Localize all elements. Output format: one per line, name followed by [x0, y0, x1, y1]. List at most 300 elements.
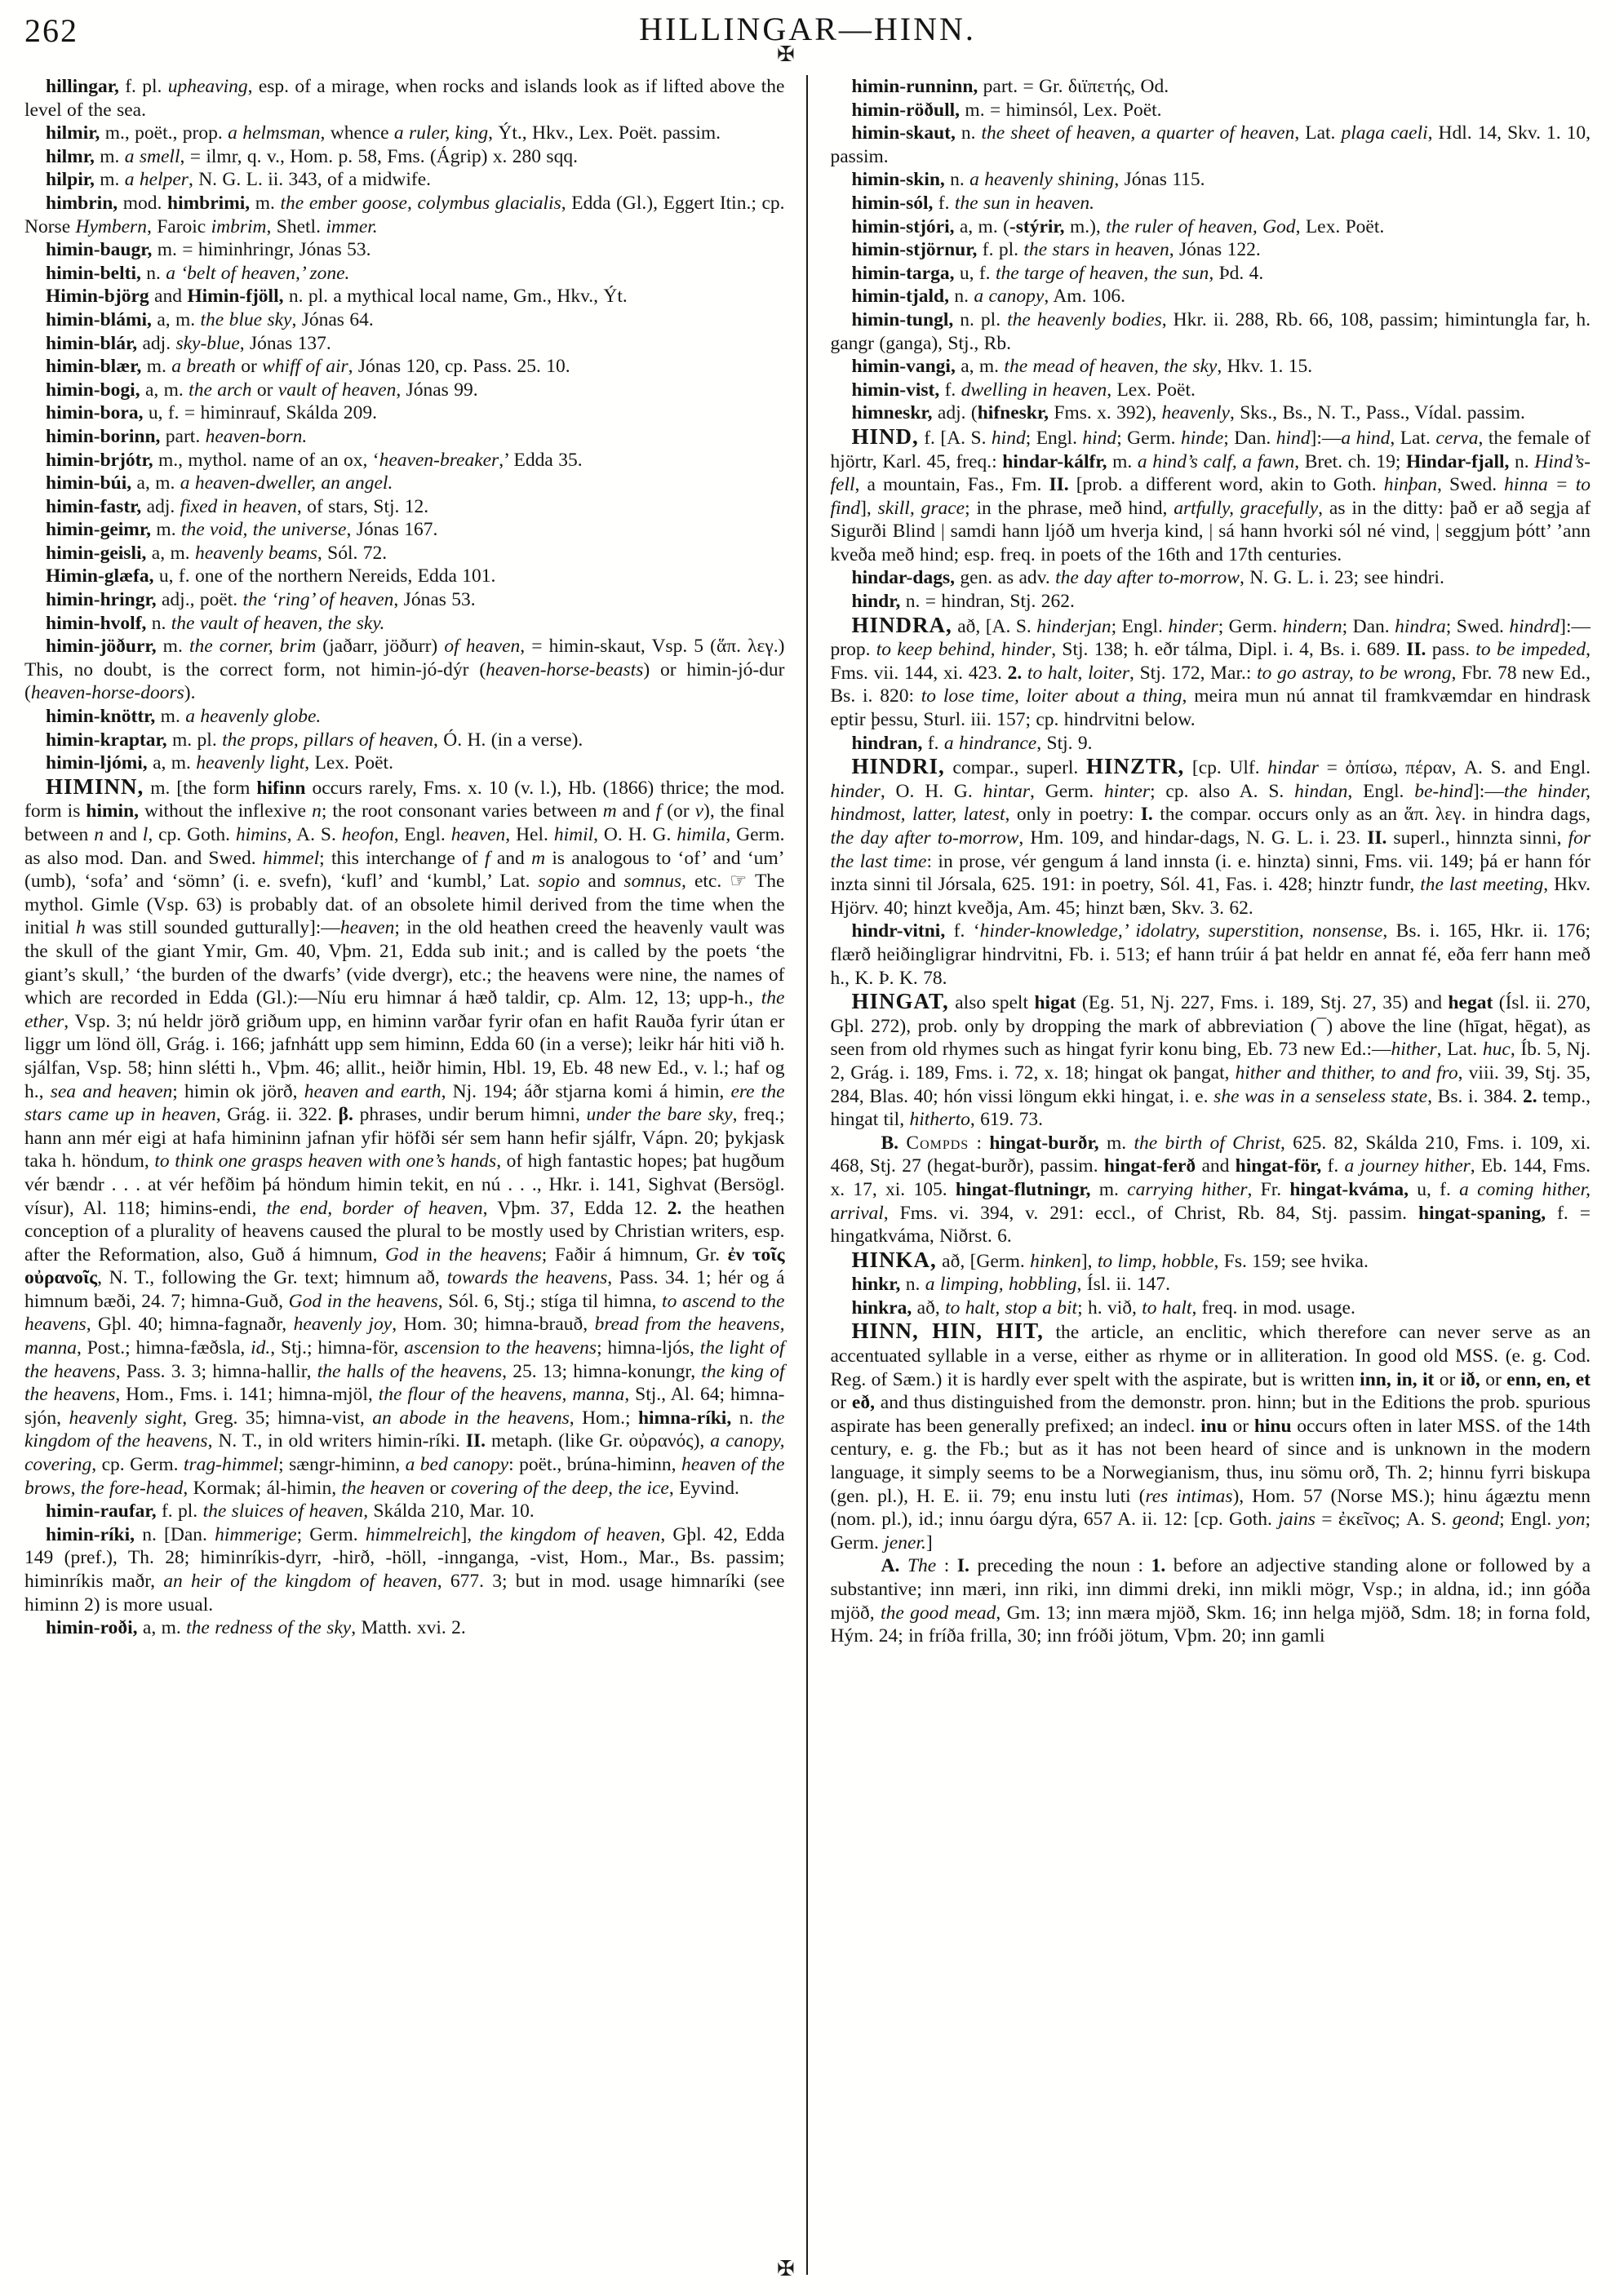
text-run: a, m. — [955, 356, 1005, 378]
text-run: , Jónas 120, cp. Pass. 25. 10. — [348, 356, 570, 378]
text-run: adj. — [141, 495, 180, 517]
text-run: n. — [146, 612, 171, 634]
text-run: a heavenly globe. — [185, 706, 322, 728]
text-run: n. — [731, 1407, 761, 1429]
text-run: ; the root consonant varies between — [321, 800, 603, 822]
text-run: n. — [948, 286, 974, 308]
text-run: hindern — [1282, 615, 1342, 637]
dictionary-entry — [831, 990, 1591, 1132]
text-run: a, m. ( — [954, 215, 1009, 237]
text-run: plaga caeli — [1341, 122, 1428, 144]
text-run — [1022, 663, 1027, 684]
text-run: be-hind — [1414, 780, 1473, 802]
text-run: trag-himmel — [183, 1454, 279, 1476]
text-run: heaven — [450, 824, 506, 845]
text-run: covering of the deep, the ice — [450, 1477, 669, 1499]
text-run: the halls of the heavens — [317, 1360, 503, 1382]
text-run: , Stj. 172, Mar.: — [1129, 662, 1258, 684]
text-run: , Germ. as also mod. Dan. and Swed. — [24, 824, 785, 869]
text-run: the void, the universe — [180, 519, 347, 541]
text-run: superl., hinnzta sinni, — [1387, 827, 1568, 849]
text-run: id. — [251, 1337, 271, 1359]
text-run: himmel — [262, 847, 320, 869]
text-run: , cp. Germ. — [91, 1454, 184, 1476]
text-run: hinkra, — [851, 1296, 912, 1319]
text-run: , Jónas 122. — [1169, 239, 1261, 261]
text-run: m. = himinhringr, Jónas 53. — [152, 239, 371, 261]
text-run: , Fr. — [1247, 1178, 1290, 1200]
text-run: ; sængr-himinn, — [278, 1454, 406, 1476]
text-run: the good mead — [881, 1602, 996, 1624]
text-run: f. = hingatkváma, Niðrst. 6. — [830, 1202, 1591, 1248]
text-run: , Engl. — [393, 824, 451, 845]
text-run: before an adjective standing alone or followed by a substantive; inn mæri, inn riki, inn dimmi dreki, inn mikli mögr, Vsp.; in aldna, id.; inn góða mjöð, — [830, 1555, 1591, 1624]
text-run: ere the stars came up in heaven — [24, 1080, 785, 1126]
dictionary-entry — [24, 332, 785, 356]
text-run: [prob. a different word, akin to Goth. — [1068, 474, 1384, 496]
text-run: hinna = to find — [830, 474, 1591, 519]
dictionary-entry — [24, 238, 785, 262]
text-run: , 619. 73. — [969, 1109, 1043, 1131]
text-run: ; this interchange of — [319, 847, 486, 869]
text-run: m. — [1107, 450, 1138, 472]
text-run: f — [655, 800, 662, 822]
text-run: ], — [860, 497, 878, 519]
text-run: hinu — [1253, 1415, 1292, 1437]
text-run: metaph. (like Gr. οὐρανός), — [486, 1430, 711, 1452]
text-run: a, m. — [146, 542, 195, 564]
text-run: God in the heavens — [288, 1290, 438, 1312]
text-run: u, f. one of the northern Nereids, Edda 101. — [153, 565, 496, 587]
text-run: ; Germ. — [1218, 615, 1283, 637]
text-run: , Fbr. 78 new Ed., Bs. i. 820: — [830, 662, 1591, 707]
text-run — [898, 1132, 906, 1154]
text-run: dwelling in heaven — [961, 379, 1107, 401]
dictionary-entry — [831, 1273, 1591, 1296]
text-run — [899, 1555, 907, 1576]
text-run: the heaven — [341, 1477, 425, 1499]
text-run: was still sounded gutturally]:— — [85, 917, 340, 939]
text-run: m. — [250, 192, 281, 214]
text-run: the day after to-morrow — [1055, 567, 1240, 589]
text-run: hilmir, — [46, 122, 100, 144]
text-run: bread from the heavens, manna — [24, 1314, 785, 1359]
text-run: [cp. Ulf. — [1184, 757, 1268, 779]
text-run: n. pl. a mythical local name, Gm., Hkv., Ýt. — [283, 286, 628, 308]
dictionary-entry — [831, 1554, 1591, 1647]
dictionary-entry — [831, 401, 1591, 425]
text-run: heavenly sight — [69, 1407, 183, 1429]
text-run: , Stj., Al. 64; himna-sjón, — [24, 1384, 785, 1429]
text-run: or — [424, 1477, 451, 1499]
text-run: (or — [661, 800, 695, 822]
dictionary-entry — [24, 145, 785, 169]
text-run: heaven-horse-doors — [30, 682, 184, 704]
text-run: m. — [156, 636, 189, 658]
left-column — [24, 75, 785, 1648]
text-run: ; Germ. — [1116, 427, 1182, 449]
text-run: the hinder, hindmost, latter, latest — [830, 780, 1591, 826]
text-run: β. — [338, 1104, 353, 1126]
text-run: the light of the heavens — [24, 1337, 785, 1382]
text-run: himin-röðull, — [851, 99, 961, 121]
text-run: f. [A. S. — [918, 427, 992, 449]
text-run: the kingdom of heaven — [479, 1523, 661, 1545]
text-run: , Jónas 137. — [239, 332, 331, 354]
text-run: , Lex. Poët. — [1295, 215, 1385, 237]
text-run: hinder — [830, 780, 881, 802]
text-run: heaven-horse-beasts — [486, 658, 644, 680]
text-run: the compar. occurs only as an ἅπ. λεγ. in hindra dags, — [1152, 804, 1591, 826]
dictionary-entry — [24, 588, 785, 612]
text-run: , Hom. 30; himna-brauð, — [392, 1314, 595, 1336]
text-run: himneskr, — [851, 402, 933, 424]
text-run: the arch — [189, 379, 252, 401]
text-run: , Lex. Poët. — [1107, 379, 1196, 401]
text-run: hitherto — [909, 1109, 970, 1131]
text-run: the sheet of heaven, a quarter of heaven — [981, 122, 1295, 144]
text-run: , Íb. 5, Nj. 2, Grág. i. 189, Fms. i. 72, x. 18; hingat ok þangat, — [830, 1039, 1591, 1084]
text-run: hinkr, — [851, 1274, 901, 1296]
text-run: , Hom., Fms. i. 141; himna-mjöl, — [115, 1384, 379, 1406]
text-run: HINDRA, — [851, 612, 952, 637]
printer-ornament-icon: ✠ — [777, 42, 795, 66]
text-run: a smell — [124, 145, 180, 167]
text-run: hindar-dags, — [851, 567, 955, 589]
text-run: (Eg. 51, Nj. 227, Fms. i. 189, Stj. 27, 35) and — [1076, 992, 1449, 1014]
text-run: himin-bora, — [46, 402, 144, 424]
text-run: II. — [1367, 827, 1387, 849]
text-run: of heaven — [444, 636, 521, 658]
text-run: , Fms. vi. 394, v. 291: eccl., of Christ, Rb. 84, Stj. passim. — [883, 1202, 1419, 1224]
text-run: hinderjan — [1036, 615, 1111, 637]
text-run: the ether — [24, 987, 785, 1032]
text-run: ἐν τοῖς οὐρανοῖς — [24, 1243, 785, 1289]
text-run: , Pass. 3. 3; himna-hallir, — [115, 1360, 317, 1382]
text-run: to halt, stop a bit — [945, 1296, 1078, 1319]
text-run: , 25. 13; himna-konungr, — [502, 1360, 702, 1382]
text-run: a coming hither, arrival — [830, 1178, 1591, 1224]
text-run: n. = hindran, Stj. 262. — [900, 591, 1075, 613]
text-run: to think one grasps heaven with one’s hands — [154, 1150, 497, 1172]
text-run: himin-runninn, — [851, 76, 978, 97]
text-run: hillingar, — [46, 76, 119, 97]
text-run: himin-blámi, — [46, 308, 152, 330]
text-run: , Bret. ch. 19; — [1294, 450, 1406, 472]
text-run: an abode in the heavens — [372, 1407, 570, 1429]
text-run: Fms. x. 392), — [1049, 402, 1162, 424]
text-run: himin-tungl, — [851, 308, 954, 330]
text-run: m.), — [1064, 215, 1107, 237]
text-run: HINN, HIN, HIT, — [851, 1319, 1044, 1344]
text-run: , O. H. G. — [593, 824, 677, 845]
text-run: or — [1480, 1368, 1507, 1390]
dictionary-entry — [831, 732, 1591, 756]
text-run: or — [235, 356, 263, 378]
text-run: towards the heavens — [446, 1267, 608, 1289]
text-run: the ‘ring’ of heaven — [242, 589, 394, 611]
text-run: , Jónas 115. — [1114, 169, 1205, 191]
text-run: hingat-kváma, — [1289, 1178, 1409, 1200]
text-run: himin-brjótr, — [46, 449, 153, 471]
text-run: 1. — [1151, 1555, 1166, 1577]
text-run: the blue sky — [200, 308, 292, 330]
text-run: , Faroic — [146, 215, 211, 237]
text-run: ) or himin-jó-dur ( — [24, 658, 785, 704]
text-run: , Kormak; ál-himin, — [183, 1477, 342, 1499]
text-run: hindr-vitni, — [851, 920, 946, 942]
text-run: the flour of the heavens, manna — [378, 1384, 625, 1406]
text-run: , Fs. 159; see hvika. — [1213, 1250, 1369, 1272]
text-run: , Lat. — [1294, 122, 1342, 144]
dictionary-entry — [24, 472, 785, 495]
text-run: a bed canopy — [405, 1454, 509, 1476]
text-run: upheaving — [167, 76, 248, 97]
dictionary-entry — [831, 238, 1591, 262]
text-run: m — [531, 847, 546, 869]
dictionary-entry — [24, 612, 785, 636]
text-run: , Hkr. ii. 288, Rb. 66, 108, passim; himintungla far, h. gangr (ganga), Stj., Rb. — [830, 308, 1591, 354]
text-run: the birth of Christ — [1134, 1132, 1280, 1154]
text-run: að, [Germ. — [936, 1250, 1031, 1272]
text-run: , as in the ditty: það er að segja af Sigurði Blind | samdi hann ljóð um hverja kind, | sá hann hvorki sól né vind, | seggjum þótt’ ’ann kveða með hind; esp. freq. in poets of the 16th and 17th centuries. — [830, 497, 1591, 565]
text-run: ascension to the heavens — [404, 1337, 597, 1359]
text-run: m., poët., prop. — [100, 122, 228, 144]
text-run: himin-blær, — [46, 356, 142, 378]
text-run: himin-sól, — [851, 192, 934, 214]
text-run: , a mountain, Fas., Fm. — [854, 474, 1049, 496]
dictionary-entry — [831, 215, 1591, 239]
text-run: a ruler, king — [393, 122, 489, 144]
text-run: the last meeting — [1420, 874, 1544, 896]
text-run: himin-geisli, — [46, 542, 147, 564]
text-run: hinde — [1181, 427, 1224, 449]
text-run: vault of heaven — [277, 379, 397, 401]
text-run: Himin-björg — [46, 286, 149, 308]
text-run: , = himin-skaut, Vsp. 5 (ἅπ. λεγ.) This, no doubt, is the correct form, not himin-jó-dýr ( — [24, 636, 785, 680]
text-run: , Sks., Bs., N. T., Pass., Vídal. passim. — [1229, 402, 1525, 424]
text-run: f. pl. — [977, 239, 1024, 261]
text-run: v — [694, 800, 704, 822]
text-run: ; in the phrase, með hind, — [965, 497, 1174, 519]
dictionary-entry — [24, 308, 785, 332]
text-run: a helmsman — [228, 122, 321, 144]
text-run: ; Dan. — [1342, 615, 1395, 637]
dictionary-entry — [24, 705, 785, 729]
text-run: , Engl. — [1347, 780, 1415, 802]
text-run: the king of the heavens — [24, 1360, 785, 1406]
dictionary-entry — [24, 729, 785, 752]
text-run: hindrd — [1509, 615, 1560, 637]
dictionary-entry — [24, 355, 785, 379]
text-run: preceding the noun : — [969, 1555, 1151, 1577]
text-run: occurs rarely, Fms. x. 10 (v. l.), Hb. (1866) thrice; the mod. form is — [24, 777, 785, 822]
text-run: the ruler of heaven, God — [1106, 215, 1296, 237]
text-run: hindr, — [851, 591, 901, 613]
text-run: I. — [956, 1555, 969, 1577]
text-run: , Gþl. 42, Edda 149 (pref.), Th. 28; himinríkis-dyrr, -hirð, -höll, -innganga, -vist, Hom., Mar., Bs. passim; himinríkis maðr, — [24, 1523, 785, 1592]
text-run: II. — [1406, 639, 1426, 661]
text-run: cerva — [1435, 427, 1479, 449]
text-run: 2. — [667, 1197, 682, 1219]
text-run: a hind — [1341, 427, 1391, 449]
text-run: : — [936, 1555, 957, 1577]
text-run: , Post.; himna-fæðsla, — [76, 1337, 251, 1359]
text-run: , Lat. — [1436, 1039, 1483, 1061]
text-run: , Grág. ii. 322. — [215, 1104, 339, 1126]
text-run: , A. S. — [286, 824, 342, 845]
text-run: ; Germ. — [296, 1523, 366, 1545]
text-run: 2. — [1522, 1085, 1537, 1107]
text-run: heaven and earth — [304, 1080, 441, 1102]
dictionary-entry — [24, 449, 785, 472]
text-run: a heaven-dweller, an angel. — [180, 472, 393, 494]
text-run: , Swed. — [1437, 474, 1505, 496]
text-run: and — [579, 871, 624, 893]
text-run: and — [616, 800, 656, 822]
text-run: ], — [1080, 1250, 1098, 1272]
text-run: Himin-glæfa, — [46, 565, 154, 587]
text-run: huc — [1482, 1039, 1511, 1061]
text-run: also spelt — [948, 992, 1035, 1014]
text-run: ; Engl. — [1025, 427, 1083, 449]
text-run: hindran, — [851, 732, 923, 754]
text-run: m. — [1090, 1178, 1128, 1200]
text-run: to limp, hobble — [1097, 1250, 1214, 1272]
text-run: , Hkv. 1. 15. — [1217, 356, 1313, 378]
text-run: Hymbern — [75, 215, 147, 237]
text-run: m. — [94, 145, 125, 167]
text-run: an heir of the kingdom of heaven — [163, 1571, 437, 1592]
text-run: , the female of hjörtr, Karl. 45, freq.: — [830, 427, 1591, 472]
text-run: : poët., brúna-himinn, — [508, 1454, 682, 1476]
text-run: the kingdom of the heavens — [24, 1407, 785, 1452]
text-run: himin-búi, — [46, 472, 132, 494]
text-run: hinter — [1103, 780, 1151, 802]
text-run: heaven-born. — [205, 425, 308, 447]
text-run: hindra — [1395, 615, 1446, 637]
text-run: the vault of heaven, the sky. — [171, 612, 385, 634]
text-run: n. — [900, 1274, 925, 1296]
text-run: HINZTR, — [1085, 754, 1185, 779]
text-run: , Bs. i. 384. — [1427, 1085, 1523, 1107]
text-run: hind — [991, 427, 1026, 449]
dictionary-entry — [24, 775, 785, 1500]
text-run: hinken — [1030, 1250, 1081, 1272]
text-run: , N. T., in old writers himin-ríki. — [207, 1430, 466, 1452]
text-run: himin-geimr, — [46, 519, 152, 541]
text-run: himin-roði, — [46, 1617, 138, 1639]
text-run: , Hkv. Hjörv. 40; hinzt kveðja, Am. 45; hinzt bæn, Skv. 3. 62. — [830, 874, 1591, 919]
text-run: , Hel. — [505, 824, 554, 845]
text-run: pass. — [1426, 639, 1476, 661]
text-run: the stars in heaven — [1023, 239, 1169, 261]
dictionary-entry — [831, 755, 1591, 920]
dictionary-entry — [24, 635, 785, 705]
text-run: himin-tjald, — [851, 286, 949, 308]
text-run: , Stj. 138; h. eðr tálma, Dipl. i. 4, Bs. i. 689. — [1051, 639, 1407, 661]
text-run: and — [490, 847, 532, 869]
text-run: ], — [460, 1523, 480, 1545]
text-run: Hindar-fjall, — [1405, 450, 1510, 472]
text-run: heavenly joy — [293, 1314, 393, 1336]
text-run: she was in a senseless state — [1213, 1085, 1428, 1107]
text-run: , = ilmr, q. v., Hom. p. 58, Fms. (Ágrip) x. 280 sqq. — [180, 145, 578, 167]
text-run: a journey hither — [1344, 1155, 1471, 1177]
text-run: , N. G. L. i. 23; see hindri. — [1239, 567, 1444, 589]
right-column — [831, 75, 1591, 1648]
text-run: a heavenly shining — [969, 169, 1115, 191]
text-run: enn, en, et — [1506, 1368, 1591, 1390]
text-run: hinþan — [1383, 474, 1438, 496]
text-run: , cp. Goth. — [148, 824, 236, 845]
text-run: a ‘belt of heaven,’ zone. — [166, 262, 350, 284]
dictionary-entry — [831, 1296, 1591, 1320]
dictionary-entry — [831, 99, 1591, 122]
text-run: himin-baugr, — [46, 239, 153, 261]
text-run: I. — [1140, 804, 1153, 826]
text-run: hind — [1276, 427, 1311, 449]
text-run: heofon — [341, 824, 394, 845]
text-run: to lose time, loiter about a thing — [921, 685, 1182, 707]
text-run: or — [1227, 1415, 1254, 1437]
dictionary-entry — [831, 566, 1591, 590]
text-run: , Edda (Gl.), Eggert Itin.; cp. Norse — [24, 192, 785, 237]
text-run: the props, pillars of heaven — [222, 729, 434, 751]
text-run: carrying hither — [1127, 1178, 1248, 1200]
text-run: hither — [1391, 1039, 1437, 1061]
text-run: , Ó. H. (in a verse). — [433, 729, 583, 751]
text-run: himin-vangi, — [851, 356, 956, 378]
text-run: n. — [944, 169, 970, 191]
text-run: m. = himinsól, Lex. Poët. — [960, 99, 1162, 121]
dictionary-entry — [831, 614, 1591, 732]
text-run: the day after to-morrow — [830, 827, 1019, 849]
text-run: m. — [141, 356, 172, 378]
text-run: ; Engl. — [1499, 1509, 1558, 1531]
dictionary-entry — [831, 920, 1591, 990]
text-run: or — [1434, 1368, 1461, 1390]
text-run: B. — [881, 1132, 899, 1154]
text-run: n. [Dan. — [135, 1523, 215, 1545]
text-run: under the bare sky — [586, 1104, 733, 1126]
text-run: sopio — [538, 871, 580, 893]
text-run: , 677. 3; but in mod. usage himnaríki (see himinn 2) is more usual. — [24, 1571, 785, 1616]
text-run: hind — [1082, 427, 1117, 449]
text-run: geond — [1452, 1509, 1500, 1531]
text-run: : in prose, vér gengum á land innsta (i. e. hinzta) sinni, Fms. vii. 149; þá er hann fór inzta sinni til Jórsala, 625. 191: in poetry, Sól. 41, Fas. i. 428; hinztr fundr, — [830, 850, 1591, 896]
text-run: to ascend to the heavens — [24, 1290, 785, 1336]
text-run: whiff of air — [262, 356, 348, 378]
text-run: Compds — [906, 1132, 969, 1154]
text-run: to halt, loiter — [1027, 662, 1129, 684]
text-run: n. pl. — [953, 308, 1008, 330]
text-run: to be impeded — [1475, 639, 1586, 661]
text-run: the article, an enclitic, which therefore can never serve as an accentuated syllable in a verse, either as rhyme or in alliteration. In good old MSS. (e. g. Cod. Reg. of Sæm.) it is hardly ever spelt with the aspirate, but is written — [830, 1322, 1591, 1390]
text-run: = ὀπίσω, πέραν, A. S. and Engl. — [1318, 757, 1591, 779]
text-run: compar., superl. — [944, 757, 1086, 779]
text-run: , Greg. 35; himna-vist, — [182, 1407, 373, 1429]
text-run: himmerige — [215, 1523, 297, 1545]
text-run: , 625. 82, Skálda 210, Fms. i. 109, xi. 468, Stj. 27 (hegat-burðr), passim. — [830, 1132, 1591, 1177]
text-run: heaven-breaker — [379, 449, 499, 471]
text-run: , Sól. 6, Stj.; stíga til himna, — [437, 1290, 663, 1312]
text-run: himin-raufar, — [46, 1500, 157, 1523]
text-run: a hind’s calf, a fawn — [1137, 450, 1295, 472]
text-run: , Vþm. 37, Edda 12. — [482, 1197, 668, 1219]
text-run: , whence — [320, 122, 394, 144]
text-run: , Gþl. 40; himna-fagnaðr, — [86, 1314, 294, 1336]
